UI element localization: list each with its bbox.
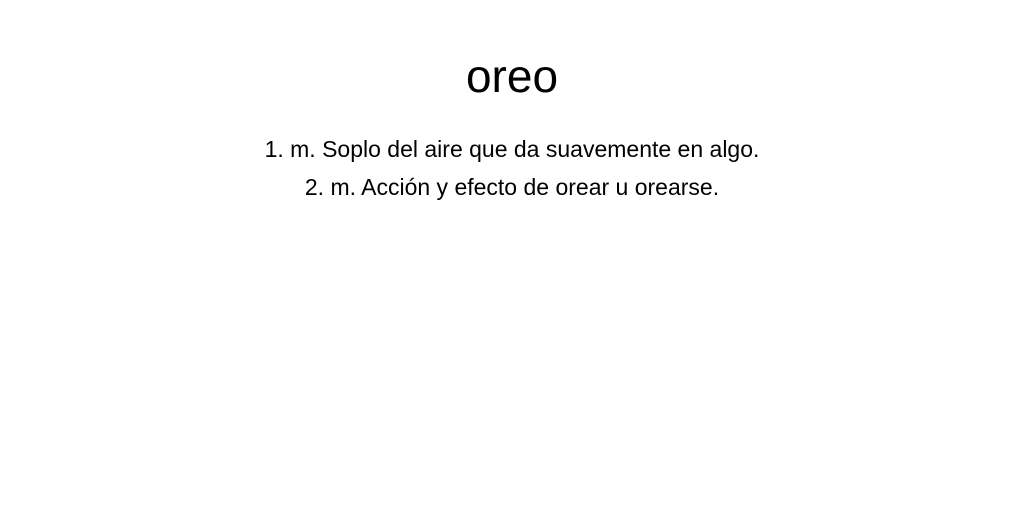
headword: oreo	[465, 50, 559, 102]
definition-2: 2. m. Acción y efecto de orear u orearse.	[304, 174, 720, 200]
definition-1: 1. m. Soplo del aire que da suavemente en algo.	[264, 136, 760, 162]
definition-list	[0, 130, 1024, 206]
